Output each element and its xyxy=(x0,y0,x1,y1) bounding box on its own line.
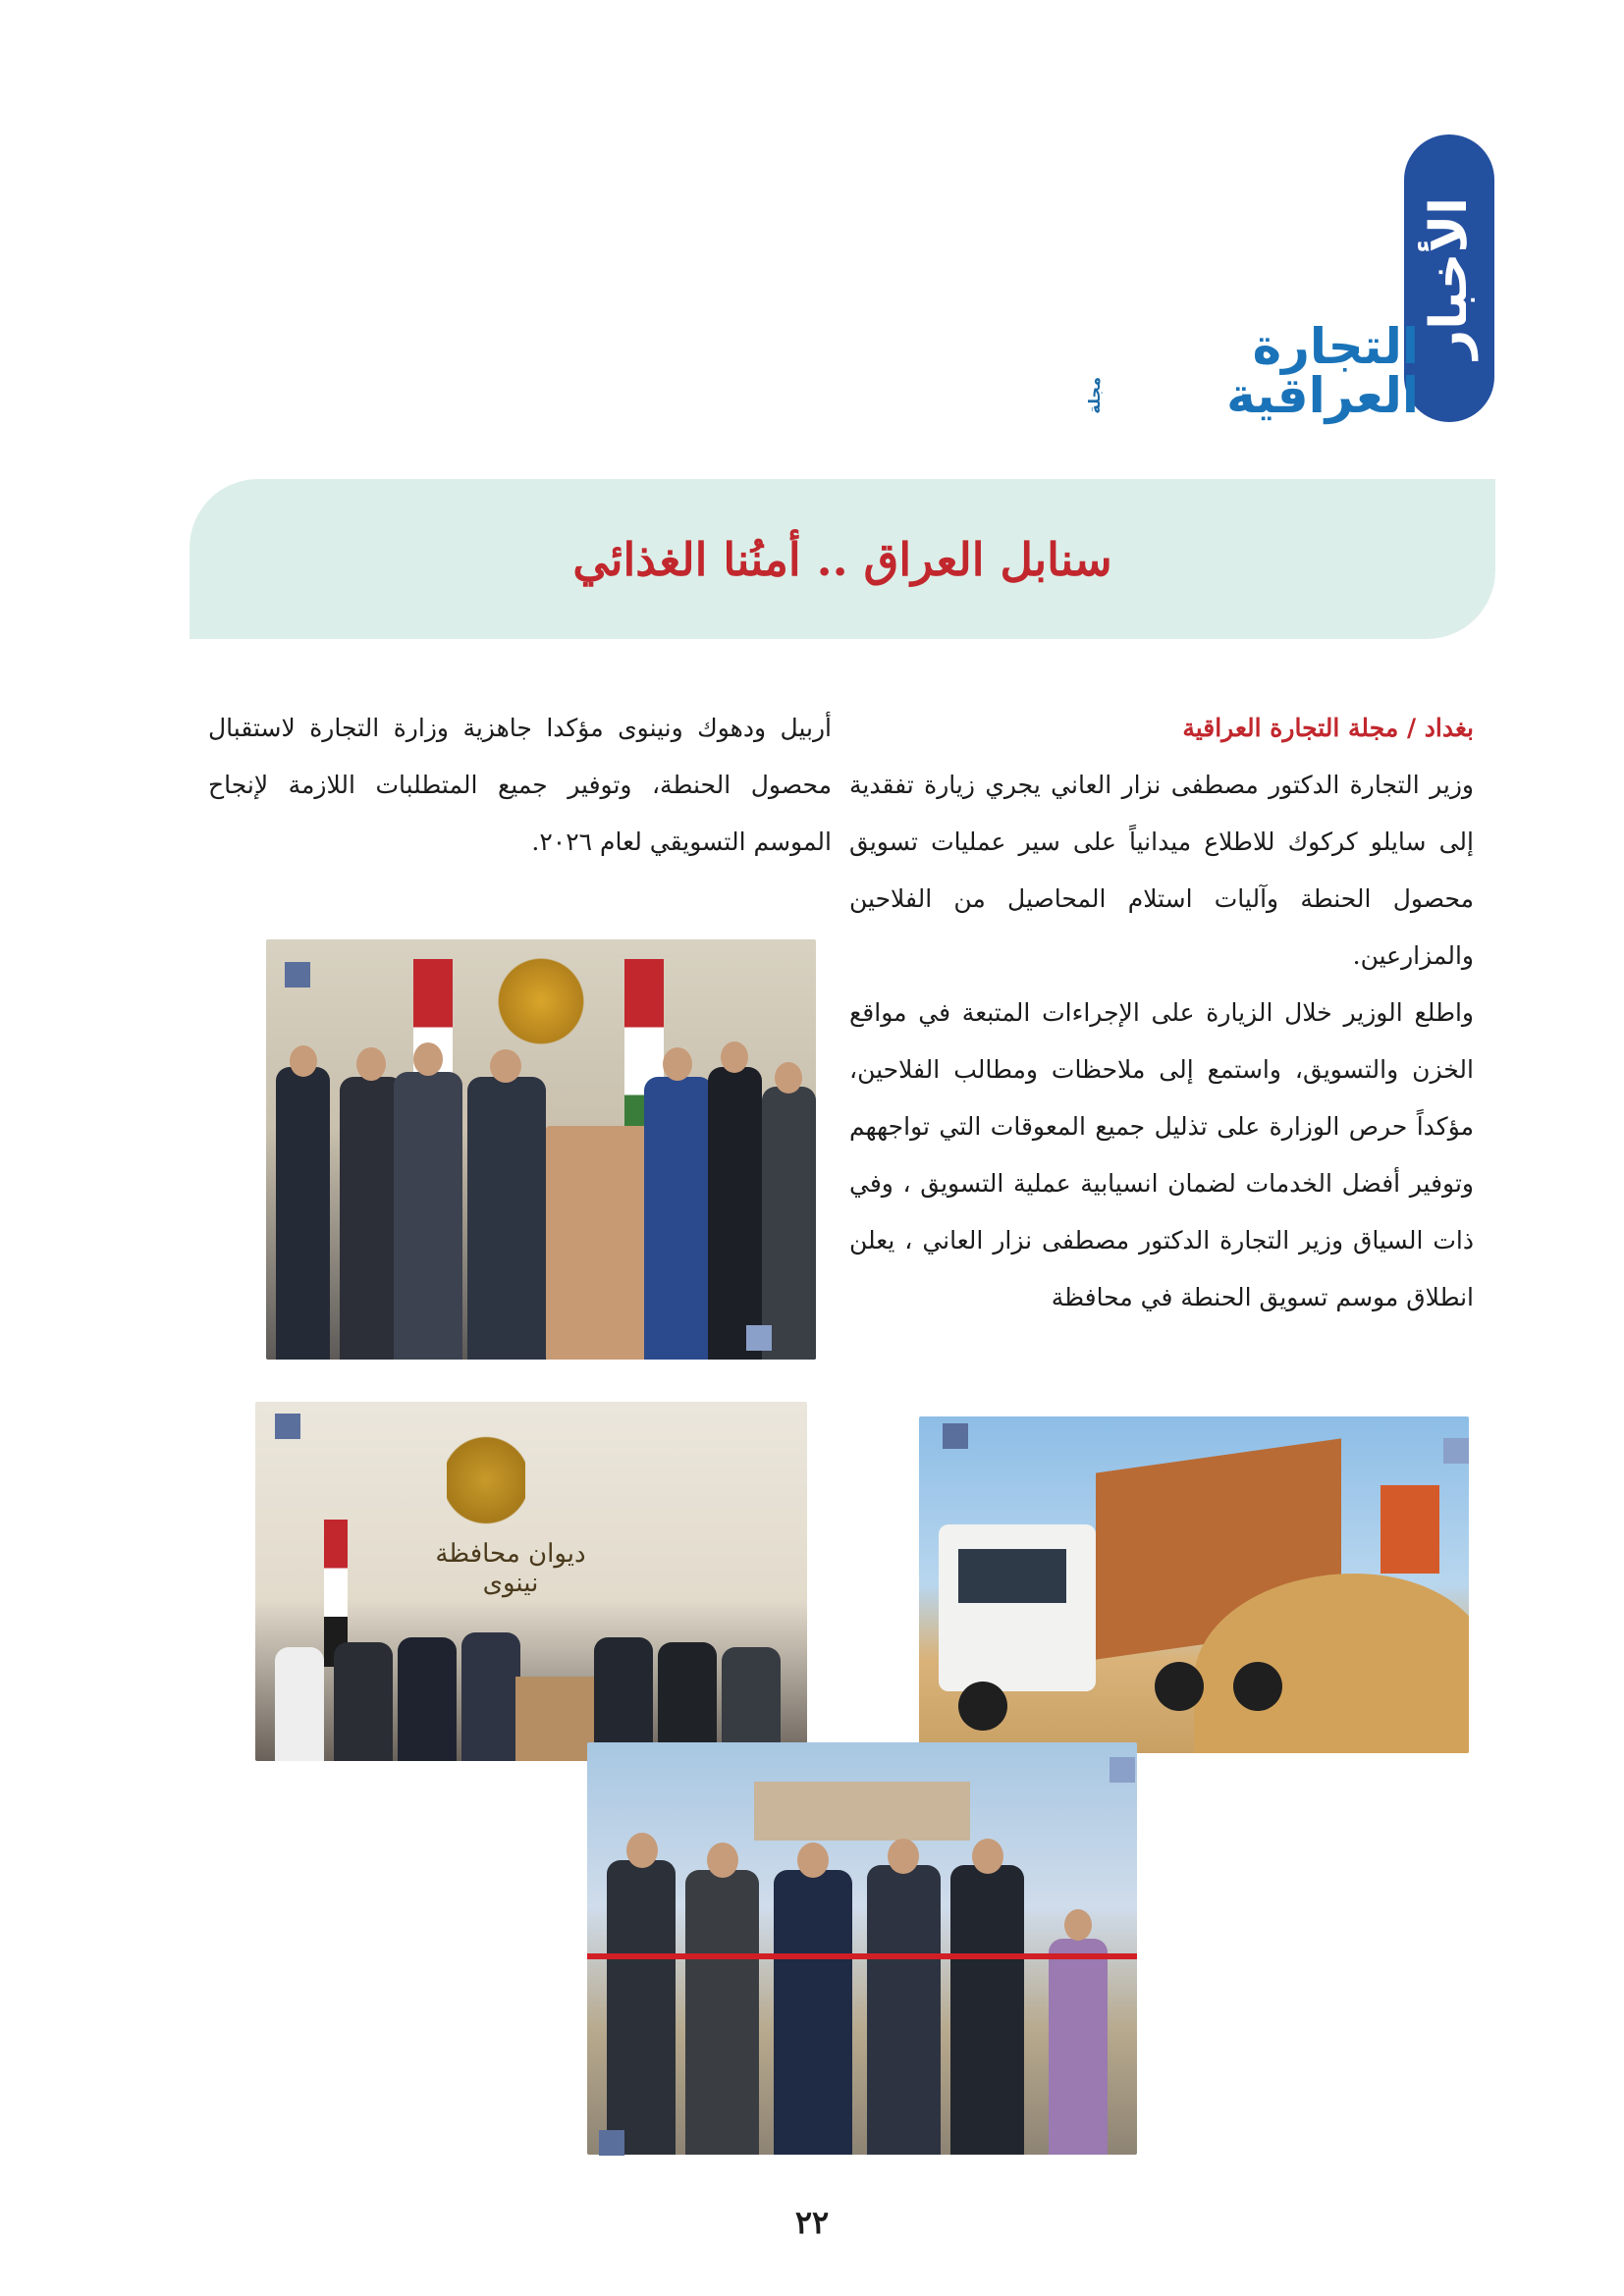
iraq-emblem xyxy=(447,1421,525,1539)
paragraph-2: واطلع الوزير خلال الزيارة على الإجراءات المتبعة في مواقع الخزن والتسويق، واستمع إلى ملاحظات ومطالب الفلاحين، مؤكداً حرص الوزارة على تذليل جميع المعوقات التي تواجههم وتوفير أفضل الخدمات لضمان انسيابية عملية التسويق ، وفي ذات السياق وزير التجارة الدكتور مصطفى نزار العاني ، يعلن انطلاق موسم تسويق الحنطة في محافظة xyxy=(849,998,1474,1311)
article-column-right xyxy=(849,700,1474,1326)
paragraph-1: وزير التجارة الدكتور مصطفى نزار العاني يجري زيارة تفقدية إلى سايلو كركوك للاطلاع ميدانياً على سير عمليات تسويق محصول الحنطة وآليات استلام المحاصيل من الفلاحين والمزارعين. xyxy=(849,771,1474,970)
photo-press-conference-nineveh xyxy=(255,1402,807,1761)
podium xyxy=(546,1126,649,1360)
magazine-logo xyxy=(1085,318,1419,424)
decor-square xyxy=(285,962,310,988)
flag-emblem xyxy=(497,947,585,1055)
nineveh-sign: ديوان محافظة نينوى xyxy=(435,1539,586,1598)
photo-silo-truck xyxy=(919,1416,1469,1753)
section-label: الأخبار xyxy=(1420,197,1479,359)
ribbon xyxy=(587,1953,1137,1959)
logo-prefix: مجلة xyxy=(1085,377,1104,414)
title-banner xyxy=(189,479,1495,639)
gate-structure xyxy=(754,1782,970,1841)
decor-square xyxy=(1443,1438,1469,1464)
article-column-left xyxy=(208,700,832,871)
decor-square xyxy=(599,2130,624,2156)
logo-name: التجارة العراقية xyxy=(1226,318,1419,424)
paragraph-3: أربيل ودهوك ونينوى مؤكدا جاهزية وزارة التجارة لاستقبال محصول الحنطة، وتوفير جميع المتطلبات اللازمة لإنجاح الموسم التسويقي لعام ٢٠٢٦. xyxy=(208,714,832,856)
decor-square xyxy=(275,1414,300,1439)
photo-press-conference-erbil xyxy=(266,939,816,1360)
decor-square xyxy=(1110,1757,1135,1783)
excavator xyxy=(1380,1485,1439,1574)
decor-square xyxy=(746,1325,772,1351)
article-title: سنابل العراق .. أمنُنا الغذائي xyxy=(572,532,1112,586)
dateline: بغداد / مجلة التجارة العراقية xyxy=(1182,714,1474,742)
podium xyxy=(515,1677,594,1761)
page-number: ٢٢ xyxy=(794,2204,830,2241)
photo-ribbon-cutting xyxy=(587,1742,1137,2155)
decor-square xyxy=(943,1423,968,1449)
